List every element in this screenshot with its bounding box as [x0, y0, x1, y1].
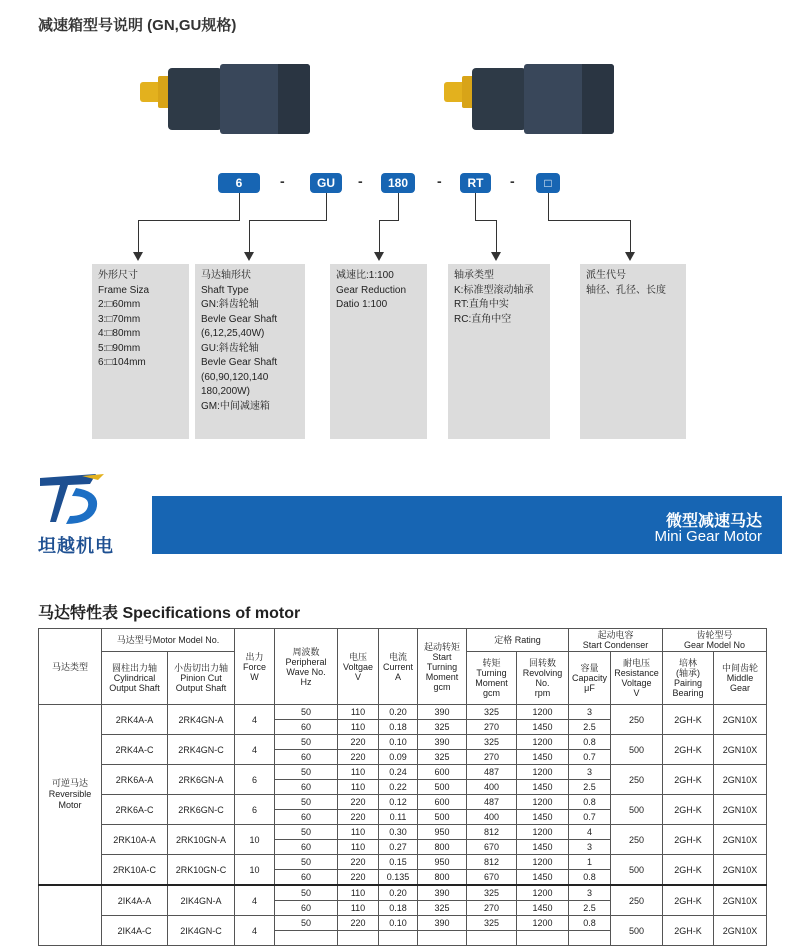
capacity-cell: 3: [569, 885, 611, 901]
header-revs: 回转数 Revolving No. rpm: [517, 652, 569, 705]
header-voltage: 电压 Voltgae V: [338, 629, 379, 705]
middle-gear-cell: 2GN10X: [714, 705, 767, 735]
header-condenser-group: 起动电容 Start Condenser: [569, 629, 663, 652]
resistance-cell: 500: [611, 855, 663, 886]
table-row: [39, 855, 767, 870]
bearing-cell: 2GH-K: [663, 916, 714, 946]
page-title: 减速箱型号说明 (GN,GU规格): [38, 17, 237, 34]
resistance-cell: 250: [611, 825, 663, 855]
resistance-cell: 250: [611, 705, 663, 735]
revs-cell: 1200: [517, 705, 569, 720]
connector-line: [475, 193, 476, 220]
current-cell: 0.20: [379, 705, 418, 720]
spec-table: [38, 628, 767, 946]
capacity-cell: 2.5: [569, 720, 611, 735]
wave-cell: 50: [275, 855, 338, 870]
current-cell: 0.15: [379, 855, 418, 870]
table-row: [39, 916, 767, 931]
motor-type-label: 可逆马达: [51, 778, 88, 788]
bearing-cell: 2GH-K: [663, 885, 714, 916]
model-pinion-cell: 2RK10GN-C: [168, 855, 235, 886]
model-cylindrical-cell: 2RK6A-A: [102, 765, 168, 795]
current-cell: 0.30: [379, 825, 418, 840]
middle-gear-cell: 2GN10X: [714, 735, 767, 765]
current-cell: 0.12: [379, 795, 418, 810]
wave-cell: 60: [275, 870, 338, 886]
revs-cell: 1200: [517, 916, 569, 931]
voltage-cell: 220: [338, 855, 379, 870]
wave-cell: 60: [275, 840, 338, 855]
gear-motor-image-right: [444, 64, 614, 134]
start-torque-cell: [418, 931, 467, 946]
middle-gear-cell: 2GN10X: [714, 765, 767, 795]
table-row: [39, 765, 767, 780]
start-torque-cell: 800: [418, 840, 467, 855]
resistance-cell: 250: [611, 765, 663, 795]
code-separator: -: [437, 173, 442, 189]
wave-cell: 60: [275, 750, 338, 765]
company-name: 坦越机电: [38, 536, 114, 556]
bearing-cell: 2GH-K: [663, 825, 714, 855]
header-motor-type: 马达类型: [39, 629, 102, 705]
capacity-cell: 4: [569, 825, 611, 840]
wave-cell: 50: [275, 765, 338, 780]
desc-bearing-type: 轴承类型 K:标准型滚动轴承 RT:直角中实 RC:直角中空: [448, 264, 550, 439]
voltage-cell: 220: [338, 750, 379, 765]
capacity-cell: 0.8: [569, 870, 611, 886]
bearing-cell: 2GH-K: [663, 855, 714, 886]
model-pinion-cell: 2IK4GN-C: [168, 916, 235, 946]
current-cell: 0.18: [379, 720, 418, 735]
connector-line: [239, 193, 240, 220]
header-wave: 周波数 Peripheral Wave No. Hz: [275, 629, 338, 705]
header-middle-gear: 中间齿轮 Middle Gear: [714, 652, 767, 705]
wave-cell: 50: [275, 795, 338, 810]
header-rating-group: 定格 Rating: [467, 629, 569, 652]
voltage-cell: [338, 931, 379, 946]
torque-cell: [467, 931, 517, 946]
motor-type-cell: [39, 705, 102, 886]
torque-cell: 325: [467, 916, 517, 931]
start-torque-cell: 950: [418, 825, 467, 840]
revs-cell: 1450: [517, 780, 569, 795]
desc-shaft-type: 马达轴形状 Shaft Type GN:斜齿轮轴 Bevle Gear Shaft (6,12,25,40W) GU:斜齿轮轴 Bevle Gear Shaft (60,90,120,140 180,200W) GM:中间减速箱: [195, 264, 305, 439]
revs-cell: 1450: [517, 870, 569, 886]
current-cell: 0.27: [379, 840, 418, 855]
connector-line: [249, 220, 327, 221]
start-torque-cell: 390: [418, 735, 467, 750]
model-pinion-cell: 2RK4GN-C: [168, 735, 235, 765]
torque-cell: 325: [467, 705, 517, 720]
capacity-cell: 0.8: [569, 916, 611, 931]
code-gear-ratio: 180: [381, 173, 415, 193]
torque-cell: 812: [467, 825, 517, 840]
header-pinion: 小齿切出力轴 Pinion Cut Output Shaft: [168, 652, 235, 705]
current-cell: 0.09: [379, 750, 418, 765]
torque-cell: 270: [467, 901, 517, 916]
connector-line: [475, 220, 497, 221]
wave-cell: 50: [275, 885, 338, 901]
motor-type-label: Motor: [58, 800, 82, 810]
model-pinion-cell: 2RK6GN-A: [168, 765, 235, 795]
capacity-cell: 3: [569, 840, 611, 855]
resistance-cell: 500: [611, 735, 663, 765]
connector-line: [548, 193, 549, 220]
torque-cell: 400: [467, 780, 517, 795]
current-cell: 0.18: [379, 901, 418, 916]
bearing-cell: 2GH-K: [663, 735, 714, 765]
connector-line: [379, 220, 380, 252]
voltage-cell: 220: [338, 735, 379, 750]
bearing-cell: 2GH-K: [663, 705, 714, 735]
wave-cell: 50: [275, 735, 338, 750]
product-banner: [152, 496, 782, 554]
current-cell: 0.10: [379, 916, 418, 931]
force-cell: 4: [235, 916, 275, 946]
model-cylindrical-cell: 2RK10A-C: [102, 855, 168, 886]
voltage-cell: 110: [338, 765, 379, 780]
torque-cell: 325: [467, 735, 517, 750]
revs-cell: 1200: [517, 825, 569, 840]
start-torque-cell: 600: [418, 795, 467, 810]
motor-type-label: Reversible: [48, 789, 92, 799]
model-pinion-cell: 2RK4GN-A: [168, 705, 235, 735]
torque-cell: 400: [467, 810, 517, 825]
wave-cell: 60: [275, 780, 338, 795]
code-frame-size: 6: [218, 173, 260, 193]
voltage-cell: 110: [338, 720, 379, 735]
header-start-torque: 起动转矩 Start Turning Moment gcm: [418, 629, 467, 705]
capacity-cell: 3: [569, 705, 611, 720]
model-cylindrical-cell: 2RK10A-A: [102, 825, 168, 855]
header-bearing: 培林 (轴承) Pairing Bearing: [663, 652, 714, 705]
voltage-cell: 220: [338, 810, 379, 825]
torque-cell: 812: [467, 855, 517, 870]
current-cell: 0.24: [379, 765, 418, 780]
connector-line: [496, 220, 497, 252]
model-pinion-cell: 2IK4GN-A: [168, 885, 235, 916]
current-cell: 0.11: [379, 810, 418, 825]
current-cell: 0.22: [379, 780, 418, 795]
revs-cell: 1200: [517, 855, 569, 870]
code-shaft-type: GU: [310, 173, 342, 193]
code-separator: -: [358, 173, 363, 189]
force-cell: 4: [235, 705, 275, 735]
model-pinion-cell: 2RK6GN-C: [168, 795, 235, 825]
capacity-cell: 2.5: [569, 901, 611, 916]
company-logo-icon: [36, 470, 108, 530]
torque-cell: 325: [467, 885, 517, 901]
connector-line: [138, 220, 240, 221]
banner-title-en: Mini Gear Motor: [654, 528, 762, 545]
table-row: [39, 795, 767, 810]
voltage-cell: 110: [338, 705, 379, 720]
voltage-cell: 110: [338, 885, 379, 901]
header-torque: 转矩 Turning Moment gcm: [467, 652, 517, 705]
force-cell: 6: [235, 765, 275, 795]
desc-frame-size: 外形尺寸 Frame Siza 2:□60mm 3:□70mm 4:□80mm 5:□90mm 6:□104mm: [92, 264, 189, 439]
bearing-cell: 2GH-K: [663, 795, 714, 825]
wave-cell: 60: [275, 810, 338, 825]
connector-line: [630, 220, 631, 252]
force-cell: 10: [235, 855, 275, 886]
connector-line: [548, 220, 630, 221]
model-cylindrical-cell: 2RK6A-C: [102, 795, 168, 825]
middle-gear-cell: 2GN10X: [714, 795, 767, 825]
desc-derivative: 派生代号 轴径、孔径、长度: [580, 264, 686, 439]
resistance-cell: 500: [611, 795, 663, 825]
table-row: [39, 885, 767, 901]
revs-cell: 1450: [517, 720, 569, 735]
gear-motor-image-left: [140, 64, 310, 134]
model-cylindrical-cell: 2IK4A-C: [102, 916, 168, 946]
table-row: [39, 705, 767, 720]
middle-gear-cell: 2GN10X: [714, 885, 767, 916]
start-torque-cell: 325: [418, 720, 467, 735]
spec-table-title: 马达特性表 Specifications of motor: [38, 605, 301, 622]
voltage-cell: 220: [338, 870, 379, 886]
banner-title-cn: 微型减速马达: [665, 513, 762, 530]
capacity-cell: 2.5: [569, 780, 611, 795]
revs-cell: 1200: [517, 735, 569, 750]
start-torque-cell: 500: [418, 810, 467, 825]
model-cylindrical-cell: 2IK4A-A: [102, 885, 168, 916]
revs-cell: [517, 931, 569, 946]
start-torque-cell: 390: [418, 705, 467, 720]
revs-cell: 1450: [517, 840, 569, 855]
current-cell: [379, 931, 418, 946]
table-row: [39, 735, 767, 750]
voltage-cell: 110: [338, 840, 379, 855]
start-torque-cell: 600: [418, 765, 467, 780]
code-derivative: □: [536, 173, 560, 193]
torque-cell: 487: [467, 765, 517, 780]
wave-cell: 50: [275, 705, 338, 720]
motor-type-cell: [39, 885, 102, 946]
capacity-cell: 0.8: [569, 795, 611, 810]
connector-line: [398, 193, 399, 220]
torque-cell: 670: [467, 870, 517, 886]
voltage-cell: 110: [338, 780, 379, 795]
current-cell: 0.10: [379, 735, 418, 750]
revs-cell: 1450: [517, 750, 569, 765]
start-torque-cell: 325: [418, 901, 467, 916]
middle-gear-cell: 2GN10X: [714, 825, 767, 855]
bearing-cell: 2GH-K: [663, 765, 714, 795]
force-cell: 4: [235, 735, 275, 765]
header-force: 出力 Force W: [235, 629, 275, 705]
code-bearing-type: RT: [460, 173, 491, 193]
wave-cell: 60: [275, 901, 338, 916]
start-torque-cell: 500: [418, 780, 467, 795]
start-torque-cell: 950: [418, 855, 467, 870]
arrow-down-icon: [133, 252, 143, 261]
voltage-cell: 220: [338, 916, 379, 931]
torque-cell: 270: [467, 750, 517, 765]
revs-cell: 1450: [517, 901, 569, 916]
header-gear-group: 齿轮型号 Gear Model No: [663, 629, 767, 652]
header-capacity: 容量 Capacity μF: [569, 652, 611, 705]
voltage-cell: 110: [338, 825, 379, 840]
header-cylindrical: 圆柱出力轴 Cylindrical Output Shaft: [102, 652, 168, 705]
start-torque-cell: 390: [418, 885, 467, 901]
desc-gear-ratio: 减速比:1:100 Gear Reduction Datio 1:100: [330, 264, 427, 439]
current-cell: 0.135: [379, 870, 418, 886]
torque-cell: 270: [467, 720, 517, 735]
wave-cell: [275, 931, 338, 946]
middle-gear-cell: 2GN10X: [714, 916, 767, 946]
code-separator: -: [280, 173, 285, 189]
connector-line: [379, 220, 399, 221]
force-cell: 4: [235, 885, 275, 916]
arrow-down-icon: [625, 252, 635, 261]
revs-cell: 1200: [517, 885, 569, 901]
model-cylindrical-cell: 2RK4A-C: [102, 735, 168, 765]
connector-line: [138, 220, 139, 252]
code-separator: -: [510, 173, 515, 189]
connector-line: [249, 220, 250, 252]
middle-gear-cell: 2GN10X: [714, 855, 767, 886]
wave-cell: 60: [275, 720, 338, 735]
model-pinion-cell: 2RK10GN-A: [168, 825, 235, 855]
arrow-down-icon: [491, 252, 501, 261]
voltage-cell: 220: [338, 795, 379, 810]
table-row: [39, 825, 767, 840]
capacity-cell: 1: [569, 855, 611, 870]
header-model-group: 马达型号Motor Model No.: [102, 629, 235, 652]
capacity-cell: 0.8: [569, 735, 611, 750]
wave-cell: 50: [275, 916, 338, 931]
capacity-cell: 3: [569, 765, 611, 780]
voltage-cell: 110: [338, 901, 379, 916]
header-current: 电流 Current A: [379, 629, 418, 705]
arrow-down-icon: [244, 252, 254, 261]
wave-cell: 50: [275, 825, 338, 840]
torque-cell: 670: [467, 840, 517, 855]
revs-cell: 1200: [517, 765, 569, 780]
arrow-down-icon: [374, 252, 384, 261]
capacity-cell: 0.7: [569, 810, 611, 825]
resistance-cell: 250: [611, 885, 663, 916]
header-resistance: 耐电压 Resistance Voltage V: [611, 652, 663, 705]
model-cylindrical-cell: 2RK4A-A: [102, 705, 168, 735]
capacity-cell: [569, 931, 611, 946]
start-torque-cell: 325: [418, 750, 467, 765]
revs-cell: 1200: [517, 795, 569, 810]
torque-cell: 487: [467, 795, 517, 810]
force-cell: 10: [235, 825, 275, 855]
revs-cell: 1450: [517, 810, 569, 825]
start-torque-cell: 390: [418, 916, 467, 931]
resistance-cell: 500: [611, 916, 663, 946]
start-torque-cell: 800: [418, 870, 467, 886]
current-cell: 0.20: [379, 885, 418, 901]
capacity-cell: 0.7: [569, 750, 611, 765]
connector-line: [326, 193, 327, 220]
force-cell: 6: [235, 795, 275, 825]
